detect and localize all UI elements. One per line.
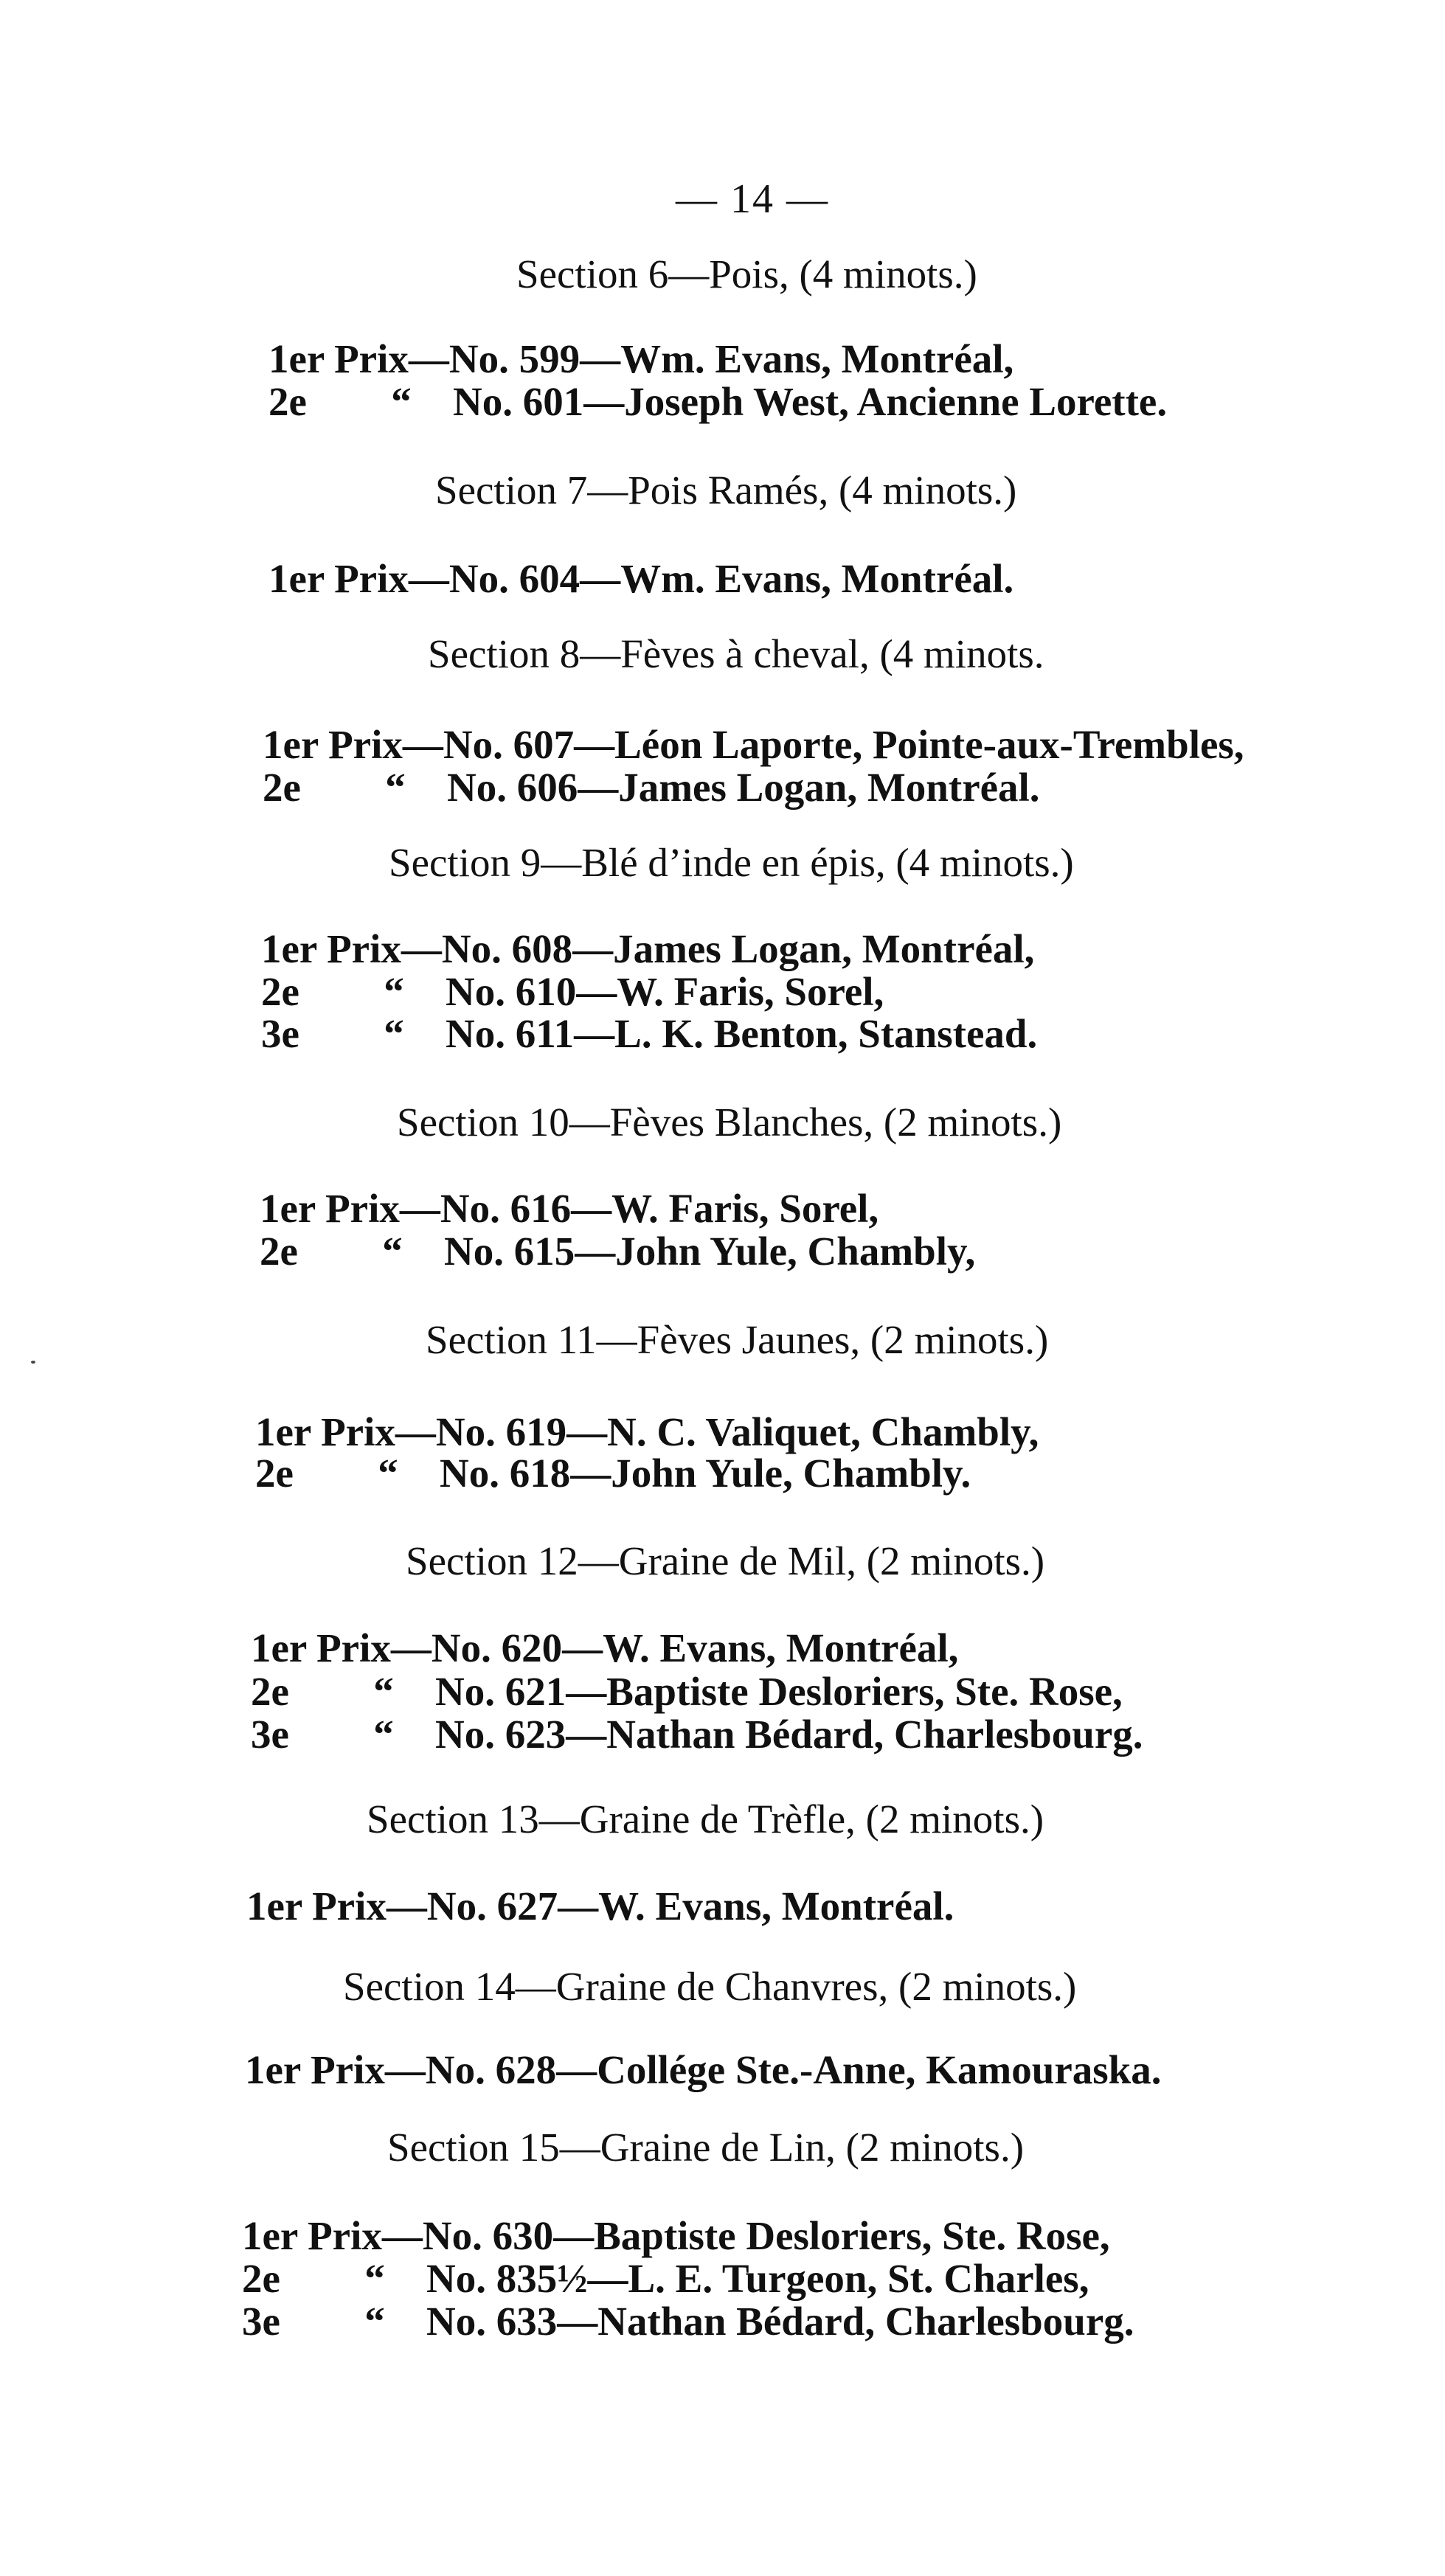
prize-rank: 2e bbox=[260, 1229, 298, 1274]
ditto-mark: “ bbox=[364, 2299, 385, 2344]
ditto-mark: “ bbox=[378, 1451, 398, 1496]
section-heading: Section 7—Pois Ramés, (4 minots.) bbox=[435, 468, 1017, 513]
prize-entry bbox=[260, 1228, 975, 1274]
prize-rank: 3e bbox=[251, 1712, 289, 1757]
ditto-mark: “ bbox=[364, 2256, 385, 2301]
prize-entry bbox=[268, 378, 1167, 425]
prize-winner: —No. 620—W. Evans, Montréal, bbox=[390, 1625, 959, 1670]
prize-winner: No. 618—John Yule, Chambly. bbox=[440, 1451, 971, 1496]
section-heading: Section 13—Graine de Trèfle, (2 minots.) bbox=[367, 1796, 1044, 1841]
prize-winner: No. 601—Joseph West, Ancienne Lorette. bbox=[453, 379, 1168, 424]
section-heading: Section 11—Fèves Jaunes, (2 minots.) bbox=[426, 1317, 1049, 1362]
prize-winner: —No. 628—Collége Ste.-Anne, Kamouraska. bbox=[384, 2047, 1162, 2092]
section-heading: Section 8—Fèves à cheval, (4 minots. bbox=[428, 631, 1044, 676]
section-heading: Section 15—Graine de Lin, (2 minots.) bbox=[387, 2125, 1025, 2170]
prize-rank: 1er Prix bbox=[251, 1625, 391, 1670]
prize-entry bbox=[246, 1883, 954, 1929]
prize-rank: 1er Prix bbox=[268, 336, 409, 381]
prize-winner: No. 835½—L. E. Turgeon, St. Charles, bbox=[426, 2256, 1089, 2301]
prize-rank: 1er Prix bbox=[245, 2047, 385, 2092]
prize-entry bbox=[245, 2046, 1161, 2093]
prize-rank: 1er Prix bbox=[263, 722, 403, 767]
prize-rank: 1er Prix bbox=[255, 1409, 395, 1454]
prize-rank: 3e bbox=[261, 1011, 299, 1056]
prize-rank: 3e bbox=[242, 2299, 280, 2344]
ditto-mark: “ bbox=[384, 969, 404, 1014]
prize-entry bbox=[242, 2298, 1134, 2344]
section-heading: Section 9—Blé d’inde en épis, (4 minots.) bbox=[389, 840, 1074, 885]
page-number: — 14 — bbox=[676, 176, 829, 222]
prize-entry bbox=[251, 1711, 1143, 1757]
prize-rank: 2e bbox=[255, 1451, 294, 1496]
prize-winner: No. 633—Nathan Bédard, Charlesbourg. bbox=[426, 2299, 1134, 2344]
prize-rank: 1er Prix bbox=[242, 2213, 382, 2258]
prize-winner: —No. 627—W. Evans, Montréal. bbox=[386, 1884, 954, 1928]
prize-entry bbox=[242, 2212, 1110, 2259]
prize-rank: 2e bbox=[242, 2256, 280, 2301]
prize-winner: —No. 608—James Logan, Montréal, bbox=[401, 926, 1035, 971]
ditto-mark: “ bbox=[382, 1229, 403, 1274]
prize-entry bbox=[255, 1450, 971, 1496]
prize-entry bbox=[251, 1668, 1123, 1715]
section-heading: Section 14—Graine de Chanvres, (2 minots.) bbox=[343, 1964, 1077, 2009]
prize-rank: 2e bbox=[263, 765, 301, 810]
prize-entry bbox=[255, 1409, 1039, 1455]
stray-ink-mark bbox=[31, 1361, 35, 1364]
prize-rank: 2e bbox=[268, 379, 307, 424]
prize-winner: No. 610—W. Faris, Sorel, bbox=[446, 969, 884, 1014]
prize-rank: 1er Prix bbox=[246, 1884, 387, 1928]
prize-entry bbox=[251, 1625, 958, 1671]
prize-rank: 1er Prix bbox=[261, 926, 401, 971]
prize-rank: 1er Prix bbox=[268, 556, 409, 601]
ditto-mark: “ bbox=[373, 1712, 394, 1757]
prize-winner: —No. 607—Léon Laporte, Pointe-aux-Trembles, bbox=[402, 722, 1244, 767]
prize-entry bbox=[263, 721, 1244, 768]
prize-winner: No. 623—Nathan Bédard, Charlesbourg. bbox=[435, 1712, 1143, 1757]
prize-winner: —No. 599—Wm. Evans, Montréal, bbox=[408, 336, 1014, 381]
prize-entry bbox=[261, 926, 1034, 972]
prize-rank: 1er Prix bbox=[260, 1186, 400, 1231]
ditto-mark: “ bbox=[373, 1669, 394, 1714]
prize-winner: —No. 616—W. Faris, Sorel, bbox=[399, 1186, 879, 1231]
prize-winner: —No. 630—Baptiste Desloriers, Ste. Rose, bbox=[381, 2213, 1110, 2258]
prize-entry bbox=[261, 968, 884, 1015]
prize-winner: —No. 619—N. C. Valiquet, Chambly, bbox=[395, 1409, 1039, 1454]
prize-rank: 2e bbox=[261, 969, 299, 1014]
prize-winner: No. 606—James Logan, Montréal. bbox=[447, 765, 1040, 810]
prize-winner: No. 615—John Yule, Chambly, bbox=[444, 1229, 976, 1274]
prize-entry bbox=[261, 1010, 1037, 1057]
prize-entry bbox=[268, 555, 1013, 602]
prize-entry bbox=[242, 2255, 1089, 2302]
prize-entry bbox=[260, 1185, 879, 1232]
section-heading: Section 10—Fèves Blanches, (2 minots.) bbox=[397, 1100, 1062, 1145]
ditto-mark: “ bbox=[385, 765, 406, 810]
prize-entry bbox=[268, 336, 1013, 382]
ditto-mark: “ bbox=[391, 379, 412, 424]
prize-rank: 2e bbox=[251, 1669, 289, 1714]
section-heading: Section 6—Pois, (4 minots.) bbox=[516, 251, 977, 296]
ditto-mark: “ bbox=[384, 1011, 404, 1056]
prize-entry bbox=[263, 764, 1040, 810]
prize-winner: —No. 604—Wm. Evans, Montréal. bbox=[408, 556, 1014, 601]
prize-winner: No. 611—L. K. Benton, Stanstead. bbox=[446, 1011, 1038, 1056]
prize-winner: No. 621—Baptiste Desloriers, Ste. Rose, bbox=[435, 1669, 1123, 1714]
section-heading: Section 12—Graine de Mil, (2 minots.) bbox=[406, 1538, 1045, 1583]
